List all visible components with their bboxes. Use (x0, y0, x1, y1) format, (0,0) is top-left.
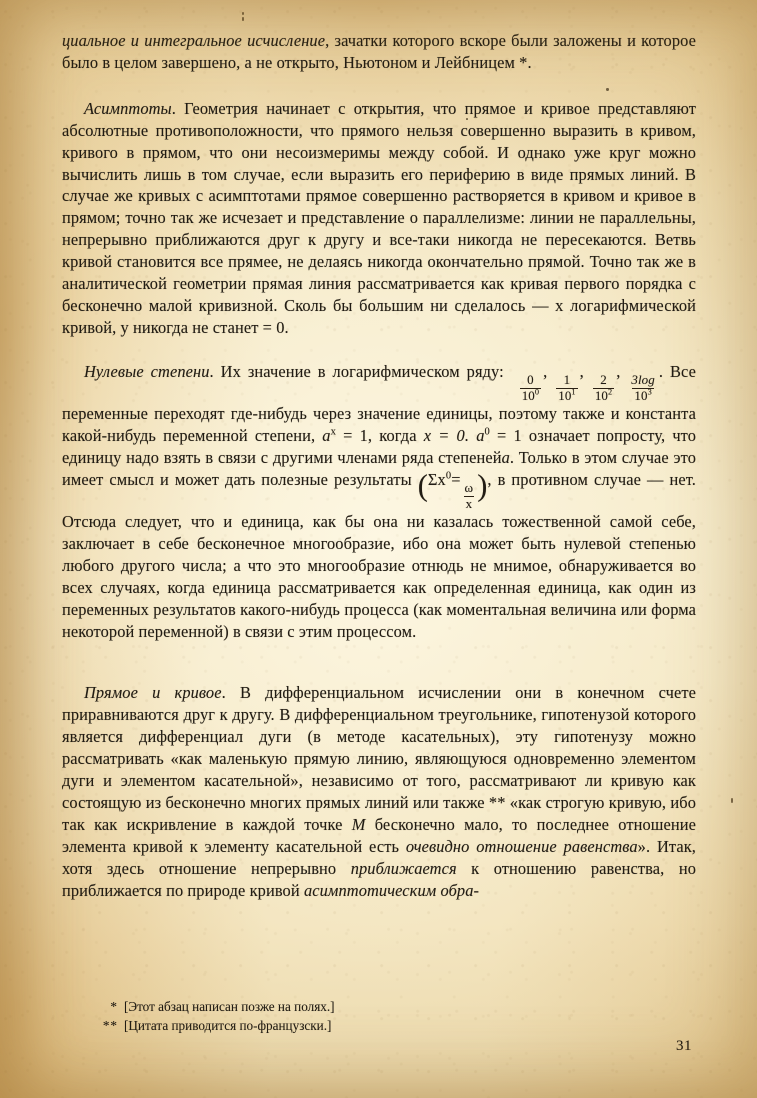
zero-powers-text-after-formula: , в противном случае — нет. Отсюда следует, что и единица, как бы она ни казалась тожественной самой себе, заключает в себе бесконечное многообразие, ибо она может быть нулевой степенью любого другого числа; а что это многообразие отнюдь не мнимое, обнаруживается во всех случаях, когда единица рассматривается как определенная единица, как один из переменных результатов какого-нибудь процесса (как моментальная величина или форма некоторой переменной) в связи с этим процессом. (62, 469, 696, 641)
fraction-denominator-exponent: 1 (571, 387, 576, 397)
fraction-numerator: 1 (563, 372, 571, 388)
paper-speck-top (242, 12, 244, 15)
formula-close-paren: ) (477, 468, 488, 503)
footnote-section (92, 997, 562, 1035)
straight-curved-text-3: ». Итак, хотя здесь отношение непрерывно (62, 836, 697, 878)
paragraph-continuation-text: , зачатки которого вскоре были заложены и которое было в целом завершено, а не открыто, Ньютоном и Лейбницем *. (62, 31, 696, 72)
math-italic-M: M (351, 814, 366, 834)
section-heading-asymptotes: Асимптоты (84, 98, 172, 118)
fraction-3log-over-10-pow-3 (629, 374, 656, 403)
italic-phrase-asymptotically: асимптотическим обра- (303, 880, 480, 900)
paragraph-asymptotes-text: . Геометрия начинает с открытия, что прямое и кривое представляют абсолютные противоположности, что прямого нельзя совершенно выразить в кривом, кривого в прямом, что они несоизмеримы между собой. И однако уже круг можно вычислить лишь в том случае, если выразить его периферию в виде прямых линий. В случае же кривых с асимптотами прямое совершенно растворяется в кривом и кривое в прямом; точно так же исчезает и представление о параллелизме: линии не параллельны, непрерывно приближаются друг к другу и все-таки никогда не пересекаются. Ветвь кривой становится все прямее, не делаясь никогда окончательно прямой. Точно так же в аналитической геометрии прямая линия рассматривается как кривая первого порядка с бесконечно малой кривизной. Сколь бы большим ни сделалось — x логарифмической кривой, y никогда не станет = 0. (62, 98, 696, 337)
fraction-denominator-base: 10 (634, 388, 648, 404)
lead-italic-phrase: циальное и интегральное исчисление (62, 31, 326, 50)
fraction-2-over-10-pow-2 (593, 374, 614, 403)
formula-open-paren: ( (417, 468, 428, 503)
zero-powers-intro: . Их значение в логарифмическом ряду: (209, 361, 504, 381)
paragraph-continuation (62, 30, 696, 74)
formula-lhs-exponent: 0 (445, 470, 452, 482)
math-base-a-2: a (476, 425, 485, 445)
math-x-equals-zero: x = 0. (423, 425, 470, 445)
fraction-numerator (629, 374, 656, 388)
math-equals-one: = 1, (335, 425, 373, 445)
footnote-text: [Этот абзац написан позже на полях.] (124, 999, 335, 1014)
fraction-1-over-10-pow-1 (556, 374, 577, 403)
footnote-marker: * (110, 999, 118, 1014)
paper-speck-right-mid (731, 798, 733, 803)
footnote-text: [Цитата приводится по-французски.] (124, 1018, 332, 1033)
paragraph-zero-powers: Нулевые степени. Их значение в логарифмическом ряду: $\frac{0}{10^0}$ , $\frac{1}{10^1}$ , $\frac{2}{10^2}$ , $\frac{3\log}{10^3}$ . Все переменные переходят где-нибудь через значение единицы, поэтому также и константа какой-нибудь переменной степени, $a^x = 1$, когда x = 0. $a^0 = 1$ означает попросту, что единицу надо взять в связи с другими членами ряда степенейa. Только в этом случае это имеет смысл и может дать полезные результаты ($\Sigma x^0=$ $\frac{\omega}{x}$ ), в противном случае — нет. Отсюда следует, что и единица, как бы она ни казалась тожественной самой себе, заключает в себе бесконечное многообразие, ибо она может быть нулевой степенью любого другого числа; а что это многообразие отнюдь не мнимое, обнаруживается во всех случаях, когда единица рассматривается как определенная единица, как один из переменных результатов какого-нибудь процесса (как моментальная величина или форма некоторой переменной) в связи с этим процессом. (62, 361, 697, 641)
fraction-denominator-exponent: 2 (607, 387, 613, 397)
zero-powers-text-mid-2: означает попросту, что единицу надо взять в связи с другими членами ряда степеней (62, 425, 697, 467)
paragraph-asymptotes (62, 98, 696, 339)
formula-fraction-denominator: x (465, 496, 473, 512)
fraction-denominator-base: 10 (594, 388, 608, 404)
fraction-denominator-base: 10 (521, 388, 535, 404)
fraction-denominator-exponent: 0 (534, 387, 540, 397)
footnote-item (92, 1016, 562, 1035)
fraction-numerator-text: 3log (631, 372, 655, 388)
footnote-item (92, 997, 562, 1016)
section-heading-straight-and-curved: Прямое и кривое (84, 683, 222, 703)
section-heading-zero-powers: Нулевые степени (84, 361, 210, 381)
paper-speck-top-2 (242, 17, 244, 21)
fraction-numerator: 2 (600, 372, 607, 388)
math-equals-one-2: = 1 (489, 425, 522, 445)
page-number: 31 (676, 1038, 692, 1054)
zero-powers-text-after-fractions: . Все переменные переходят где-нибудь через значение единицы, поэтому также и константа какой-нибудь переменной степени, (62, 361, 696, 445)
straight-curved-text-4: к отношению равенства, но приближается по природе кривой (62, 858, 696, 900)
footnote-marker: ** (102, 1018, 118, 1033)
fraction-denominator-exponent: 3 (647, 387, 652, 397)
formula-equals-sign: = (451, 469, 461, 489)
fraction-denominator (520, 388, 541, 403)
fraction-numerator: 0 (527, 372, 534, 388)
straight-curved-text-1: . В дифференциальном исчислении они в конечном счете приравниваются друг к другу. В дифференциальном треугольнике, гипотенузой которого является дифференциал дуги (в методе касательных), эту гипотенузу можно рассматривать «как маленькую прямую линию, являющуюся одновременно элементом дуги и элементом касательной», независимо от того, рассматривают ли кривую как состоящую из бесконечно многих прямых линий или также ** «как строгую кривую, ибо так как искривление в каждой точке (62, 683, 696, 834)
math-base-a: a (322, 425, 331, 445)
fraction-denominator (632, 388, 653, 403)
math-exponent-zero: 0 (484, 426, 490, 438)
text-when: когда (379, 425, 417, 445)
fraction-0-over-10-pow-0 (520, 374, 541, 403)
formula-fraction-numerator: ω (464, 480, 474, 496)
formula-fraction-omega-over-x (463, 482, 476, 511)
page-text-body (62, 30, 696, 902)
italic-phrase-evident-equality: очевидно отношение равенства (405, 836, 638, 856)
math-italic-a: a (501, 447, 510, 467)
math-a-pow-x-equals-1 (322, 426, 372, 445)
straight-curved-text-2: бесконечно мало, то последнее отношение элемента кривой к элементу касательной есть (62, 814, 696, 856)
fraction-denominator-base: 10 (558, 388, 572, 404)
formula-lhs: Σx (427, 469, 446, 489)
formula-sum-x-pow-0-equals-omega-over-x (417, 468, 488, 512)
paragraph-straight-and-curved (62, 682, 696, 901)
italic-phrase-approaches: приближается (350, 858, 457, 878)
fraction-denominator (556, 388, 577, 403)
math-exponent-x: x (330, 426, 336, 438)
zero-powers-text-mid-3: . Только в этом случае это имеет смысл и может дать полезные результаты (62, 447, 696, 489)
math-a-pow-0-equals-1 (476, 426, 522, 445)
fraction-denominator (593, 388, 614, 403)
